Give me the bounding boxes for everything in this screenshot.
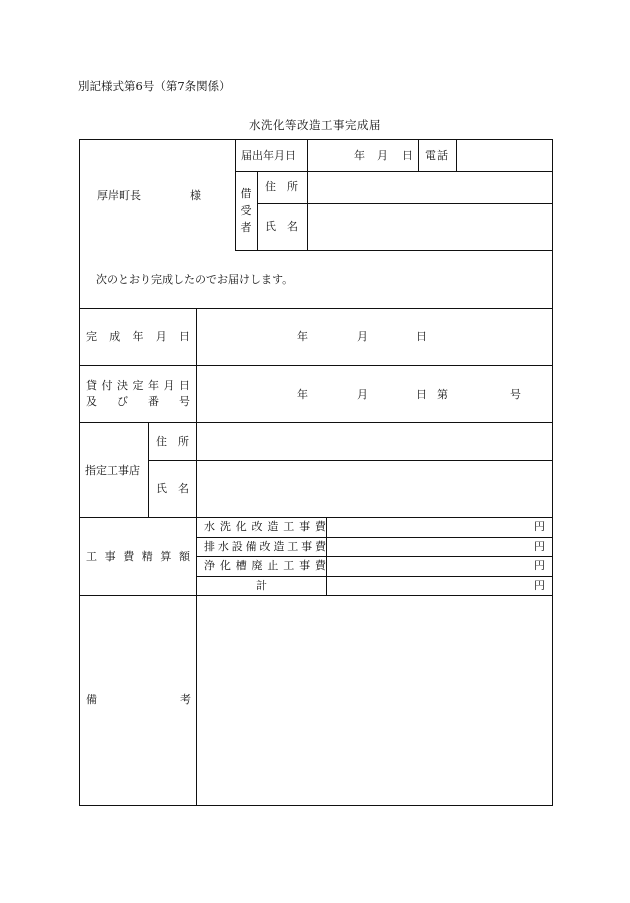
- loan-go: 号: [510, 388, 521, 401]
- loan-label-char: 番: [148, 395, 159, 408]
- cost-total-label: 計: [256, 579, 267, 592]
- notification-day-unit: 日: [402, 149, 413, 162]
- cost-item-char: 備: [245, 540, 257, 553]
- line: [79, 517, 553, 518]
- cost-label: [86, 551, 190, 563]
- cost-item-char: 排: [204, 540, 215, 553]
- completion-label-char: 月: [155, 330, 167, 343]
- cost-label-char: 工: [86, 550, 97, 563]
- cost-item-char: 造: [273, 540, 285, 553]
- cost-label-char: 算: [160, 550, 172, 563]
- line: [196, 556, 553, 557]
- cost-total-unit: 円: [534, 579, 545, 592]
- addressee: 厚岸町長: [97, 189, 141, 202]
- line: [307, 139, 308, 251]
- loan-label-char: 月: [163, 379, 175, 392]
- borrower-name-label: 氏 名: [265, 220, 298, 233]
- loan-label-char: 決: [117, 379, 128, 392]
- contractor-address-label: 住 所: [156, 435, 189, 448]
- line: [235, 250, 553, 251]
- cost-item-label: [204, 560, 326, 572]
- completion-label-char: 成: [109, 330, 121, 343]
- line: [456, 139, 457, 171]
- cost-item-char: 費: [314, 520, 326, 533]
- cost-item-char: 工: [283, 559, 295, 572]
- cost-item-char: 化: [219, 559, 231, 572]
- cost-item-char: 廃: [251, 559, 263, 572]
- remarks-label-left: 備: [86, 693, 97, 706]
- cost-item-char: 洗: [219, 520, 231, 533]
- cost-item-char: 工: [287, 540, 299, 553]
- frame-left: [79, 139, 80, 806]
- line: [418, 139, 419, 171]
- borrower-address-label: 住 所: [265, 180, 298, 193]
- line: [196, 576, 553, 577]
- cost-item-char: 工: [283, 520, 295, 533]
- borrower-label-2: 受: [240, 204, 252, 217]
- cost-item-char: 止: [267, 559, 279, 572]
- cost-label-char: 事: [104, 550, 116, 563]
- completion-label-char: 完: [86, 330, 97, 343]
- cost-item-char: 浄: [204, 559, 215, 572]
- completion-month-unit: 月: [357, 330, 368, 343]
- loan-label-char: 定: [132, 379, 144, 392]
- form-number: 別記様式第6号（第7条関係）: [78, 79, 231, 93]
- line: [235, 171, 553, 172]
- line: [79, 308, 553, 309]
- cost-label-char: 費: [123, 550, 135, 563]
- contractor-name-label: 氏 名: [156, 482, 189, 495]
- cost-item-char: 水: [217, 540, 229, 553]
- cost-item-char: 化: [235, 520, 247, 533]
- loan-day-unit: 日: [416, 388, 427, 401]
- line: [196, 422, 197, 517]
- line: [196, 517, 197, 805]
- loan-label-line2: [86, 396, 190, 408]
- cost-item-unit: 円: [534, 520, 545, 533]
- line: [196, 308, 197, 422]
- cost-item-label: [204, 541, 326, 553]
- cost-item-char: 費: [315, 540, 326, 553]
- loan-label-line1: [86, 380, 190, 392]
- line: [326, 517, 327, 595]
- honorific: 様: [190, 189, 201, 202]
- form-title: 水洗化等改造工事完成届: [249, 118, 381, 132]
- line: [79, 422, 553, 423]
- cost-item-char: 費: [314, 559, 326, 572]
- frame-right: [552, 139, 553, 806]
- cost-item-char: 事: [299, 520, 311, 533]
- cost-item-char: 設: [231, 540, 243, 553]
- loan-label-char: 日: [179, 379, 190, 392]
- loan-month-unit: 月: [357, 388, 368, 401]
- line: [257, 171, 258, 251]
- completion-label-char: 日: [179, 330, 190, 343]
- loan-dai: 第: [437, 388, 448, 401]
- cost-label-char: 額: [178, 550, 190, 563]
- line: [196, 537, 553, 538]
- loan-label-char: 貸: [86, 379, 97, 392]
- loan-label-char: 付: [101, 379, 113, 392]
- phone-label: 電話: [425, 149, 449, 162]
- loan-label-char: び: [117, 395, 128, 408]
- cost-item-char: 水: [204, 520, 215, 533]
- notification-date-label: 届出年月日: [241, 149, 296, 162]
- cost-item-label: [204, 521, 326, 533]
- borrower-label-1: 借: [240, 187, 252, 200]
- line: [235, 139, 236, 251]
- loan-label-char: 号: [179, 395, 190, 408]
- cost-label-char: 精: [141, 550, 153, 563]
- cost-item-char: 造: [267, 520, 279, 533]
- cost-item-unit: 円: [534, 559, 545, 572]
- cost-item-char: 槽: [235, 559, 247, 572]
- cost-item-char: 事: [301, 540, 313, 553]
- remarks-label-right: 考: [180, 693, 191, 706]
- line: [79, 595, 553, 596]
- cost-item-char: 事: [299, 559, 311, 572]
- cost-item-unit: 円: [534, 540, 545, 553]
- notification-year-unit: 年: [354, 149, 365, 162]
- line: [79, 365, 553, 366]
- line: [257, 203, 553, 204]
- cost-item-char: 改: [259, 540, 271, 553]
- completion-date-label: [86, 331, 190, 343]
- frame-bottom: [79, 805, 553, 806]
- contractor-label: 指定工事店: [85, 464, 140, 477]
- line: [148, 422, 149, 517]
- loan-year-unit: 年: [297, 388, 308, 401]
- completion-day-unit: 日: [416, 330, 427, 343]
- completion-year-unit: 年: [297, 330, 308, 343]
- cost-item-char: 改: [251, 520, 263, 533]
- line: [148, 460, 553, 461]
- borrower-label-3: 者: [240, 221, 252, 234]
- notification-month-unit: 月: [377, 149, 388, 162]
- frame-top: [79, 139, 553, 140]
- loan-label-char: 年: [148, 379, 159, 392]
- loan-label-char: 及: [86, 395, 97, 408]
- completion-label-char: 年: [132, 330, 144, 343]
- statement: 次のとおり完成したのでお届けします。: [96, 273, 294, 286]
